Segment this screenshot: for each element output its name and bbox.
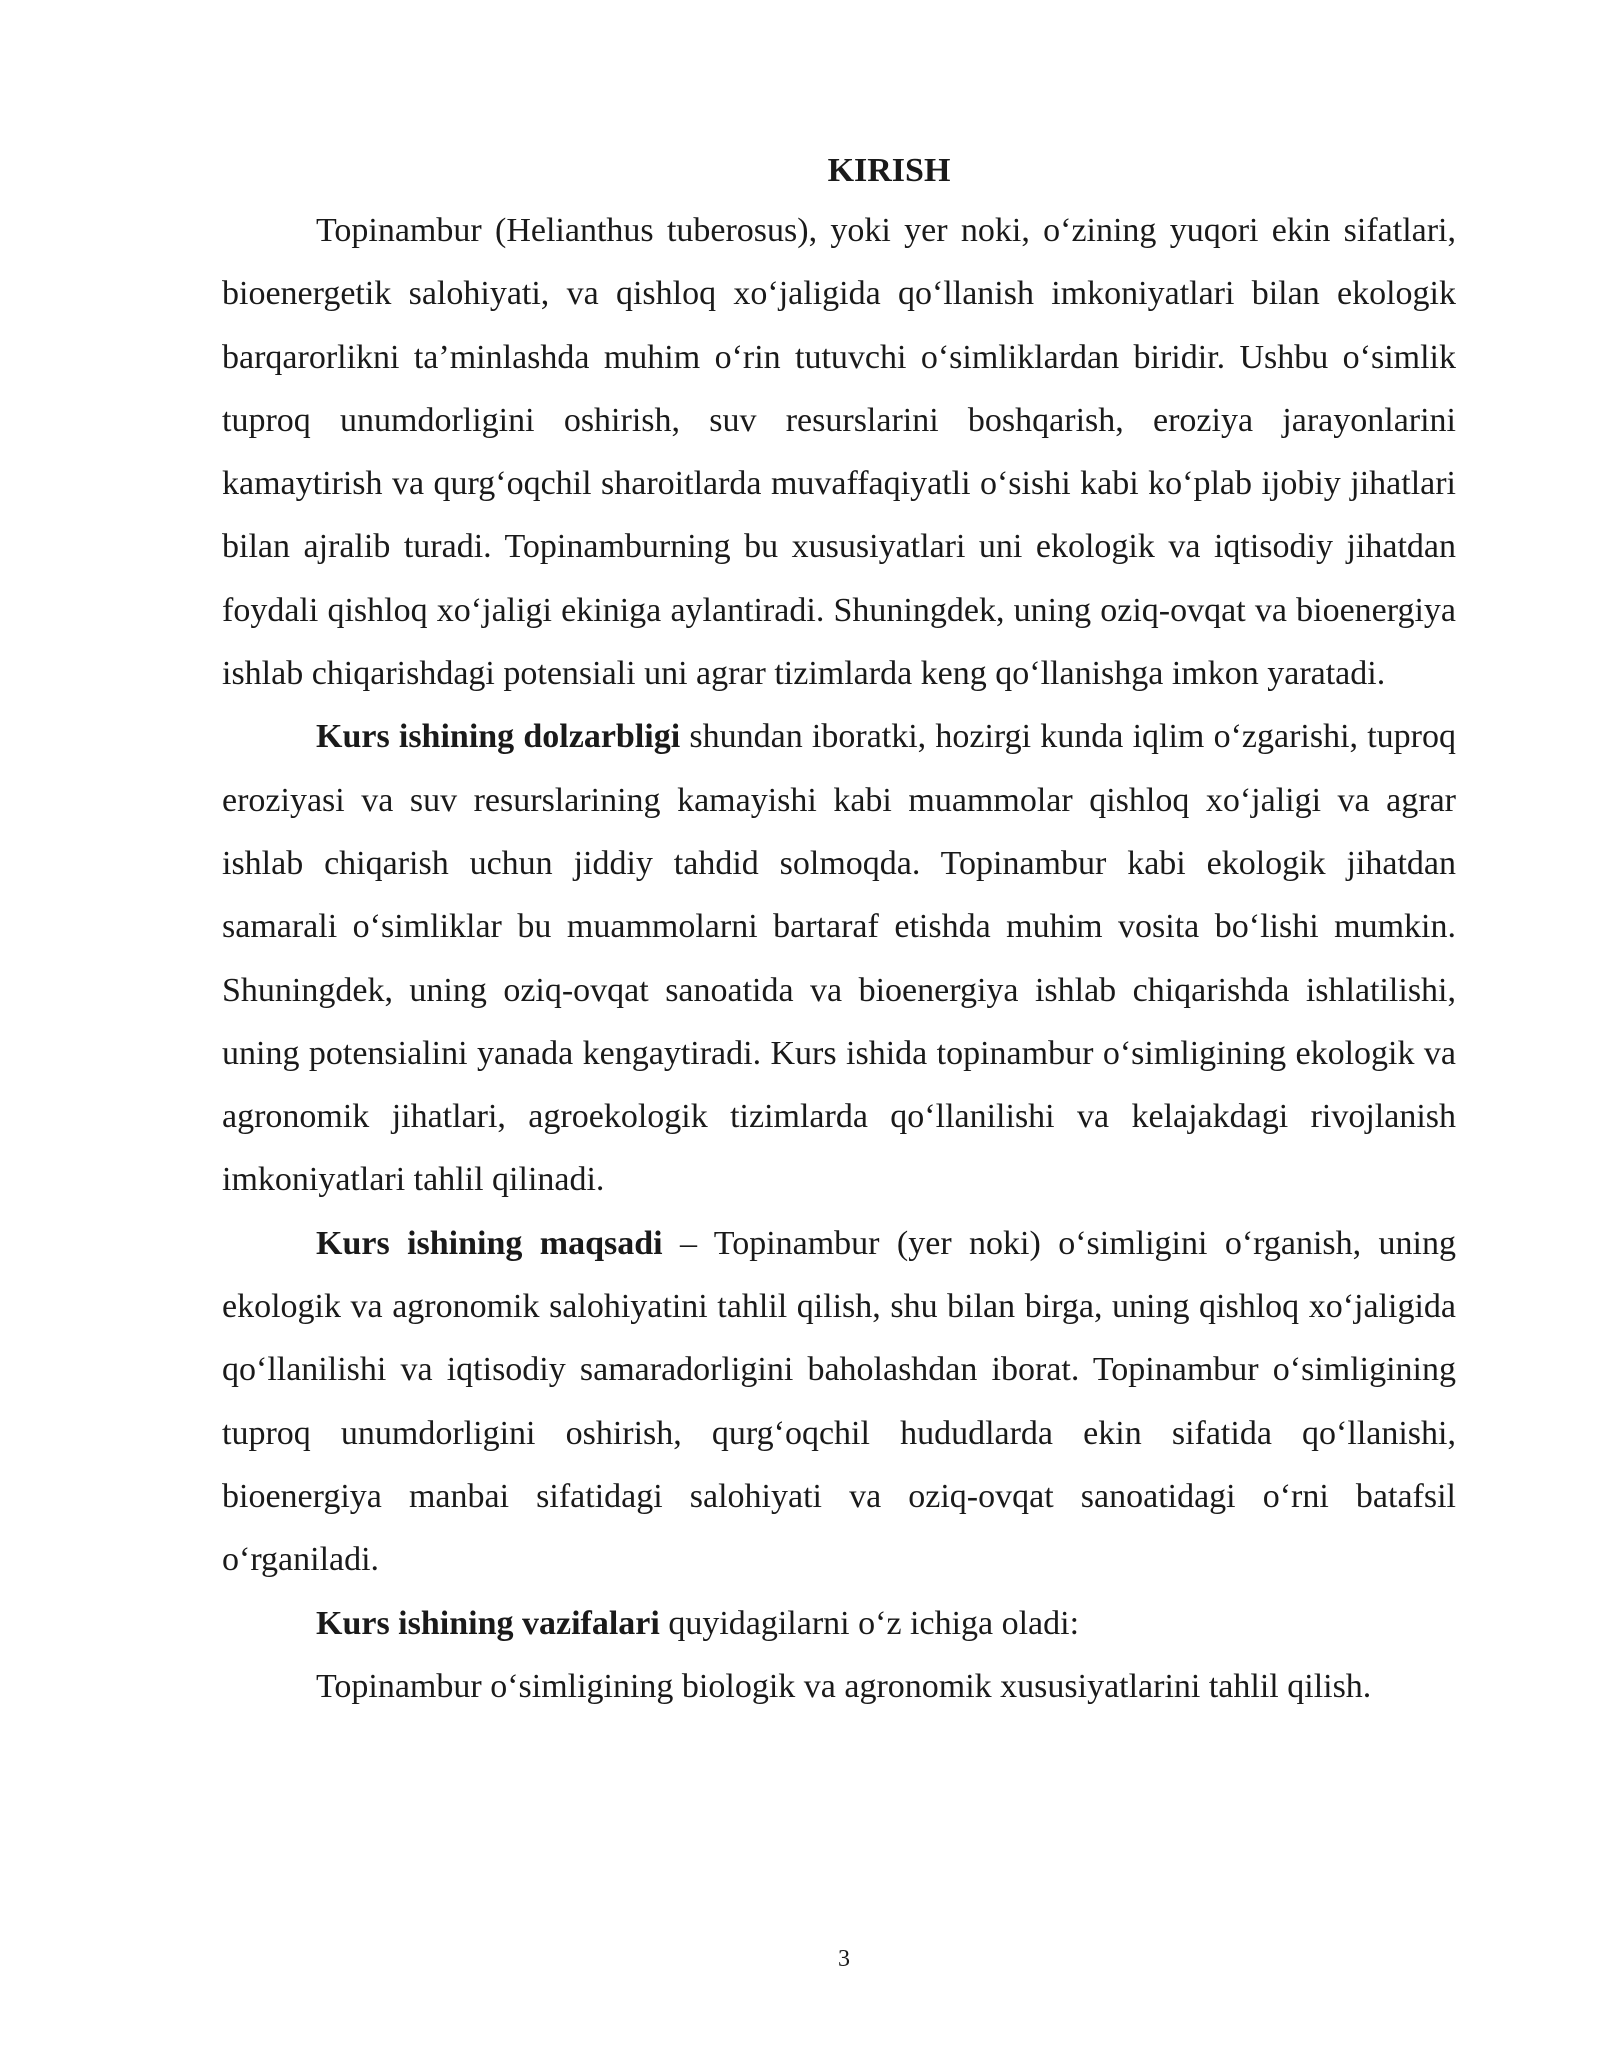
paragraph-text: Topinambur (Helianthus tuberosus), yoki yer noki, o‘zining yuqori ekin sifatlari, bioenergetik salohiyati, va qishloq xo‘jaligida qo‘llanish imkoniyatlari bilan ekologik barqarorlikni ta’minlashda muhim o‘rin tutuvchi o‘simliklardan biridir. Ushbu o‘simlik tuproq unumdorligini oshirish, suv resurslarini boshqarish, eroziya jarayonlarini kamaytirish va qurg‘oqchil sharoitlarda muvaffaqiyatli o‘sishi kabi ko‘plab ijobiy jihatlari bilan ajralib turadi. Topinamburning bu xususiyatlari uni ekologik va iqtisodiy jihatdan foydali qishloq xo‘jaligi ekiniga aylantiradi. Shuningdek, uning oziq-ovqat va bioenergiya ishlab chiqarishdagi potensiali uni agrar tizimlarda keng qo‘llanishga imkon yaratadi. — [222, 212, 1456, 693]
paragraph-text: Topinambur o‘simligining biologik va agronomik xususiyatlarini tahlil qilish. — [316, 1667, 1372, 1705]
task-item-paragraph — [222, 1655, 1456, 1718]
paragraph-text: quyidagilarni o‘z ichiga oladi: — [659, 1604, 1080, 1642]
relevance-paragraph — [222, 705, 1456, 1211]
page-content — [222, 143, 1456, 1718]
paragraph-lead: Kurs ishining dolzarbligi — [316, 718, 681, 756]
paragraph-lead: Kurs ishining vazifalari — [316, 1604, 660, 1642]
paragraph-lead: Kurs ishining maqsadi — [316, 1224, 663, 1262]
intro-paragraph — [222, 199, 1456, 705]
paragraph-text: – Topinambur (yer noki) o‘simligini o‘rganish, uning ekologik va agronomik salohiyatini tahlil qilish, shu bilan birga, uning qishloq xo‘jaligida qo‘llanilishi va iqtisodiy samaradorligini baholashdan iborat. Topinambur o‘simligining tuproq unumdorligini oshirish, qurg‘oqchil hududlarda ekin sifatida qo‘llanishi, bioenergiya manbai sifatidagi salohiyati va oziq-ovqat sanoatidagi o‘rni batafsil o‘rganiladi. — [222, 1224, 1456, 1579]
goal-paragraph — [222, 1212, 1456, 1592]
page-number: 3 — [838, 1946, 850, 1972]
section-title: KIRISH — [827, 152, 951, 189]
tasks-paragraph — [222, 1592, 1456, 1655]
paragraph-text: shundan iboratki, hozirgi kunda iqlim o‘zgarishi, tuproq eroziyasi va suv resurslarining kamayishi kabi muammolar qishloq xo‘jaligi va agrar ishlab chiqarish uchun jiddiy tahdid solmoqda. Topinambur kabi ekologik jihatdan samarali o‘simliklar bu muammolarni bartaraf etishda muhim vosita bo‘lishi mumkin. Shuningdek, uning oziq-ovqat sanoatida va bioenergiya ishlab chiqarishda ishlatilishi, uning potensialini yanada kengaytiradi. Kurs ishida topinambur o‘simligining ekologik va agronomik jihatlari, agroekologik tizimlarda qo‘llanilishi va kelajakdagi rivojlanish imkoniyatlari tahlil qilinadi. — [222, 718, 1456, 1199]
